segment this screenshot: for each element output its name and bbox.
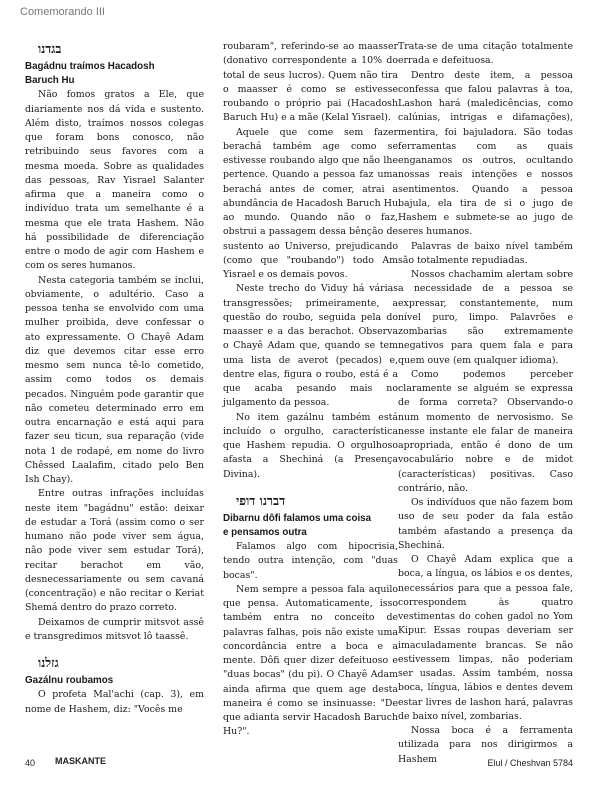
paragraph: Nesta categoria também se inclui, obviamente, o adultério. Caso a pessoa tenha se envolvido com uma mulher proibida, deve confessar o ato expressamente. O Chayê Adam diz que devemos citar esse erro mesmo sem nunca tê-lo cometido, assim como todos os demais pecados. Ninguém pode garantir que não cometeu determinado erro em outra encarnação e está aqui para fazer seu ticun, sua reparação (vide nota 1 de rodapé, em nome do livro Chêssed Laalafim, citado pelo Ben Ish Chay). <box>25 274 204 485</box>
section-title: Dibarnu dôfi falamos uma coisa <box>223 513 372 524</box>
section-title-cont: e pensamos outra <box>223 527 307 538</box>
paragraph: Nem sempre a pessoa fala aquilo que pensa. Automaticamente, isso também entra no conceito de palavras falhas, pois não existe uma concordância entre a boca e a mente. Dôfi quer dizer defeituoso e "duas bocas" (du pi). O Chayê Adam ainda afirma que quem age desta maneira é como se insinuasse: "De que adianta servir Hacadosh Baruch Hu?". <box>223 583 398 738</box>
running-head: Comemorando III <box>20 6 105 18</box>
paragraph: Deixamos de cumprir mitsvot assê e transgredimos mitsvot lô taassê. <box>25 616 204 642</box>
hebrew-heading: דברנו דופי <box>236 492 286 508</box>
column-1 <box>25 42 204 717</box>
magazine-logo: MASKANTE <box>55 756 106 766</box>
paragraph: Neste trecho do Viduy há várias transgressões; primeiramente, a questão do roubo, seguida pela do maasser e a das berachot. Observa o Chayê Adam que, quando se tem uma lista de averot (pecados) e, dentre elas, figura o roubo, está é a que acaba pesando mais no julgamento da pessoa. <box>223 283 398 409</box>
paragraph: Entre outras infrações incluídas neste item "bagádnu" estão: deixar de estudar a Torá (assim como o ser humano não pode viver sem água, não pode viver sem estudar Torá), recitar berachot em vão, desnecessariamente ou sem cavaná (concentração) e não recitar o Keriat Shemá dentro do prazo correto. <box>25 488 204 614</box>
page-number: 40 <box>25 758 36 768</box>
section-title: Gazálnu roubamos <box>25 675 114 687</box>
column-2 <box>223 40 398 740</box>
paragraph: Palavras de baixo nível também são totalmente repudiadas. <box>398 240 573 266</box>
section-title-cont: Baruch Hu <box>25 75 75 87</box>
hebrew-heading: בגדנו <box>38 41 62 56</box>
paragraph: Nossa boca é a ferramenta utilizada para nos dirigirmos a Hashem <box>398 725 573 765</box>
paragraph: Falamos algo com hipocrisia, tendo outra intenção, com "duas bocas". <box>223 541 398 581</box>
paragraph: Nossos chachamim alertam sobre a necessidade de a pessoa se expressar, constantemente, num nível puro, limpo. Palavrões e zombarias são extremamente negativos para quem fala e para quem ouve (em qualquer idioma). <box>398 269 573 366</box>
paragraph: Não fomos gratos a Ele, que diariamente nos dá vida e sustento. Além disto, traímos nossos colegas que foram bons conosco, não retribuindo seus favores com a mesma moeda. Sobre as qualidades das pessoas, Rav Yisrael Salanter afirma que a maneira como o indivíduo trata um semelhante é a mesma que ele trata Hashem. Não há possibilidade de diferenciação entre o modo de agir com Hashem e com os seres humanos. <box>25 89 204 272</box>
hebrew-heading: גזלנו <box>38 655 59 670</box>
paragraph: O Chayê Adam explica que a boca, a língua, os lábios e os dentes, necessários para que a pessoa fale, correspondem às quatro vestimentas do cohen gadol no Yom Kipur. Essas roupas deveriam ser imaculadamente brancas. Se não estivessem limpas, não poderiam ser usadas. Assim também, nossa boca, língua, lábios e dentes devem estar livres de lashon hará, palavras de baixo nível, zombarias. <box>398 554 573 722</box>
paragraph: Como podemos perceber claramente se alguém se expressa de forma correta? Observando-o num momento de nervosismo. Se nesse instante ele falar de maneira apropriada, então é dono de um vocabulário nobre e de midot (características) positivas. Caso contrário, não. <box>398 368 573 494</box>
issue-date: Elul / Cheshvan 5784 <box>487 758 573 768</box>
column-3 <box>398 40 573 767</box>
paragraph: Aquele que come sem fazer berachá também age como se estivesse roubando algo que não lhe pertence. Quando a pessoa faz uma berachá antes de comer, atrai a abundância de Hacadosh Baruch Hu ao mundo. Quando não o faz, obstrui a passagem dessa bênção de sustento ao Universo, prejudicando (como que "roubando") todo Am Yisrael e os demais povos. <box>223 126 398 280</box>
paragraph: No item gazálnu também está incluído o orgulho, característica que Hashem repudia. O orgulhoso afasta a Shechiná (a Presença Divina). <box>223 411 398 480</box>
paragraph: Os indivíduos que não fazem bom uso de seu poder da fala estão também afastando a presença da Shechiná. <box>398 497 573 551</box>
paragraph: Dentro deste item, a pessoa confessa que falou palavras à toa, Lashon hará (maledicências, como calúnias, intrigas e difamações), mentira, foi bajuladora. São todas ferramentas com as quais enganamos os outros, ocultando nossas reais intenções e nossos sentimentos. Quando a pessoa bajula, ela tira de si o jugo de Hashem e submete-se ao jugo de seres humanos. <box>398 69 573 238</box>
paragraph: Trata-se de uma citação totalmente errada e defeituosa. <box>398 41 573 67</box>
paragraph: roubaram", referindo-se ao maasser (donativo correspondente a 10% do total de seus lucros). Quem não tira o maasser é como se estivesse roubando o próprio pai (Hacadosh Baruch Hu) e a mãe (Kelal Yisrael). <box>223 41 398 124</box>
section-title: Bagádnu traímos Hacadosh <box>25 61 155 73</box>
paragraph: O profeta Mal'achi (cap. 3), em nome de Hashem, diz: "Vocês me <box>25 689 204 715</box>
